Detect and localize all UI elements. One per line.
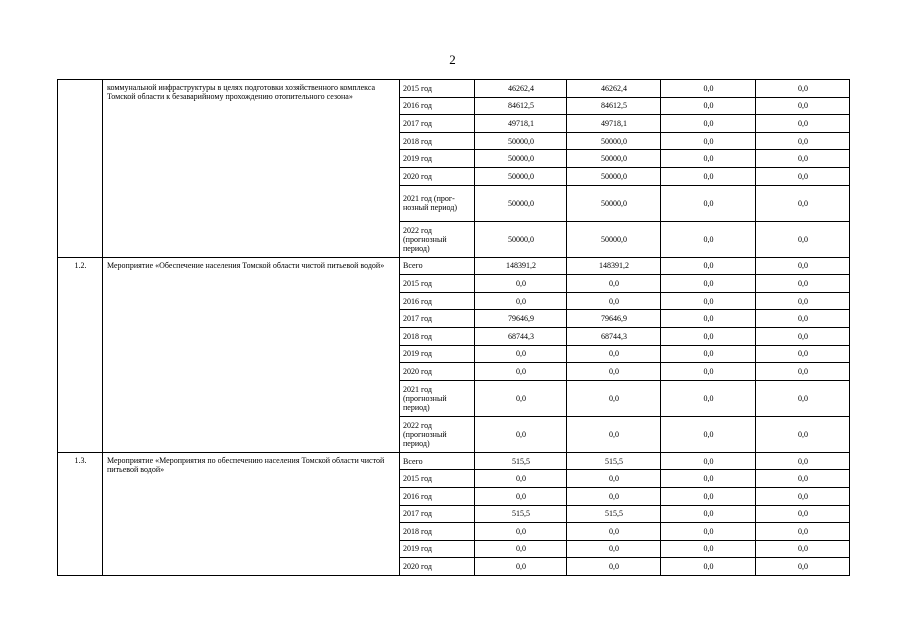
value-cell-1: 0,0 <box>475 470 567 488</box>
value-cell-3: 0,0 <box>661 310 756 328</box>
value-cell-2: 50000,0 <box>567 167 661 185</box>
value-cell-3: 0,0 <box>661 80 756 98</box>
value-cell-4: 0,0 <box>756 452 850 470</box>
value-cell-3: 0,0 <box>661 540 756 558</box>
value-cell-4: 0,0 <box>756 470 850 488</box>
value-cell-1: 49718,1 <box>475 115 567 133</box>
period-cell: 2019 год <box>400 150 475 168</box>
budget-table <box>57 79 850 576</box>
period-cell: Всего <box>400 452 475 470</box>
value-cell-1: 0,0 <box>475 275 567 293</box>
value-cell-2: 0,0 <box>567 345 661 363</box>
value-cell-4: 0,0 <box>756 97 850 115</box>
value-cell-4: 0,0 <box>756 257 850 275</box>
item-name-cell: Мероприятие «Мероприятия по обеспечению населения Томской области чистой питьевой водой» <box>103 452 400 575</box>
period-cell: Всего <box>400 257 475 275</box>
value-cell-2: 84612,5 <box>567 97 661 115</box>
value-cell-4: 0,0 <box>756 487 850 505</box>
value-cell-3: 0,0 <box>661 345 756 363</box>
value-cell-1: 515,5 <box>475 505 567 523</box>
value-cell-3: 0,0 <box>661 558 756 576</box>
period-cell: 2016 год <box>400 487 475 505</box>
value-cell-1: 0,0 <box>475 292 567 310</box>
period-cell: 2015 год <box>400 80 475 98</box>
period-cell: 2020 год <box>400 558 475 576</box>
period-cell: 2022 год (прогнозный период) <box>400 221 475 257</box>
period-cell: 2015 год <box>400 470 475 488</box>
value-cell-2: 49718,1 <box>567 115 661 133</box>
value-cell-2: 79646,9 <box>567 310 661 328</box>
value-cell-1: 84612,5 <box>475 97 567 115</box>
value-cell-3: 0,0 <box>661 150 756 168</box>
period-cell: 2022 год (прогнозный период) <box>400 416 475 452</box>
value-cell-1: 0,0 <box>475 363 567 381</box>
item-code-cell <box>58 80 103 258</box>
value-cell-3: 0,0 <box>661 275 756 293</box>
value-cell-1: 148391,2 <box>475 257 567 275</box>
period-cell: 2018 год <box>400 132 475 150</box>
value-cell-3: 0,0 <box>661 257 756 275</box>
value-cell-4: 0,0 <box>756 540 850 558</box>
value-cell-1: 0,0 <box>475 558 567 576</box>
period-cell: 2021 год (прог- нозный период) <box>400 185 475 221</box>
value-cell-3: 0,0 <box>661 167 756 185</box>
value-cell-1: 0,0 <box>475 345 567 363</box>
value-cell-4: 0,0 <box>756 505 850 523</box>
value-cell-3: 0,0 <box>661 523 756 541</box>
value-cell-3: 0,0 <box>661 185 756 221</box>
value-cell-2: 515,5 <box>567 505 661 523</box>
table-row <box>58 452 850 470</box>
value-cell-1: 0,0 <box>475 540 567 558</box>
value-cell-2: 0,0 <box>567 275 661 293</box>
table-row <box>58 80 850 98</box>
item-code-cell: 1.3. <box>58 452 103 575</box>
value-cell-2: 68744,3 <box>567 327 661 345</box>
value-cell-1: 0,0 <box>475 523 567 541</box>
period-cell: 2018 год <box>400 523 475 541</box>
value-cell-3: 0,0 <box>661 363 756 381</box>
page-number: 2 <box>449 52 456 67</box>
value-cell-3: 0,0 <box>661 416 756 452</box>
value-cell-1: 515,5 <box>475 452 567 470</box>
period-cell: 2016 год <box>400 292 475 310</box>
value-cell-4: 0,0 <box>756 363 850 381</box>
value-cell-1: 50000,0 <box>475 150 567 168</box>
value-cell-1: 0,0 <box>475 416 567 452</box>
period-cell: 2018 год <box>400 327 475 345</box>
value-cell-4: 0,0 <box>756 150 850 168</box>
value-cell-4: 0,0 <box>756 221 850 257</box>
value-cell-2: 515,5 <box>567 452 661 470</box>
value-cell-4: 0,0 <box>756 523 850 541</box>
value-cell-4: 0,0 <box>756 310 850 328</box>
period-cell: 2017 год <box>400 310 475 328</box>
value-cell-3: 0,0 <box>661 470 756 488</box>
table-row <box>58 257 850 275</box>
value-cell-2: 50000,0 <box>567 132 661 150</box>
period-cell: 2017 год <box>400 505 475 523</box>
value-cell-1: 50000,0 <box>475 132 567 150</box>
value-cell-3: 0,0 <box>661 380 756 416</box>
period-cell: 2020 год <box>400 363 475 381</box>
value-cell-2: 0,0 <box>567 380 661 416</box>
value-cell-1: 0,0 <box>475 487 567 505</box>
value-cell-2: 50000,0 <box>567 150 661 168</box>
period-cell: 2017 год <box>400 115 475 133</box>
value-cell-2: 148391,2 <box>567 257 661 275</box>
value-cell-1: 68744,3 <box>475 327 567 345</box>
item-code-cell: 1.2. <box>58 257 103 452</box>
value-cell-3: 0,0 <box>661 97 756 115</box>
value-cell-3: 0,0 <box>661 327 756 345</box>
value-cell-2: 0,0 <box>567 416 661 452</box>
value-cell-2: 0,0 <box>567 487 661 505</box>
value-cell-1: 50000,0 <box>475 221 567 257</box>
value-cell-2: 0,0 <box>567 523 661 541</box>
value-cell-3: 0,0 <box>661 487 756 505</box>
value-cell-4: 0,0 <box>756 132 850 150</box>
period-cell: 2021 год (прогнозный период) <box>400 380 475 416</box>
period-cell: 2020 год <box>400 167 475 185</box>
value-cell-4: 0,0 <box>756 80 850 98</box>
value-cell-2: 0,0 <box>567 540 661 558</box>
value-cell-4: 0,0 <box>756 115 850 133</box>
value-cell-4: 0,0 <box>756 292 850 310</box>
value-cell-3: 0,0 <box>661 115 756 133</box>
period-cell: 2016 год <box>400 97 475 115</box>
value-cell-3: 0,0 <box>661 505 756 523</box>
item-name-cell: Мероприятие «Обеспечение населения Томской области чистой питьевой водой» <box>103 257 400 452</box>
value-cell-4: 0,0 <box>756 185 850 221</box>
value-cell-4: 0,0 <box>756 345 850 363</box>
period-cell: 2019 год <box>400 540 475 558</box>
value-cell-2: 0,0 <box>567 470 661 488</box>
value-cell-4: 0,0 <box>756 380 850 416</box>
value-cell-3: 0,0 <box>661 452 756 470</box>
period-cell: 2019 год <box>400 345 475 363</box>
value-cell-3: 0,0 <box>661 292 756 310</box>
value-cell-3: 0,0 <box>661 132 756 150</box>
value-cell-1: 50000,0 <box>475 185 567 221</box>
value-cell-2: 0,0 <box>567 363 661 381</box>
value-cell-2: 0,0 <box>567 558 661 576</box>
value-cell-2: 50000,0 <box>567 221 661 257</box>
value-cell-2: 0,0 <box>567 292 661 310</box>
value-cell-1: 0,0 <box>475 380 567 416</box>
value-cell-1: 46262,4 <box>475 80 567 98</box>
value-cell-2: 50000,0 <box>567 185 661 221</box>
value-cell-3: 0,0 <box>661 221 756 257</box>
value-cell-4: 0,0 <box>756 167 850 185</box>
item-name-cell: коммунальной инфраструктуры в целях подготовки хозяйственного комплекса Томской области к безаварийному прохождению отопительного сезона» <box>103 80 400 258</box>
value-cell-4: 0,0 <box>756 558 850 576</box>
value-cell-4: 0,0 <box>756 416 850 452</box>
value-cell-1: 50000,0 <box>475 167 567 185</box>
value-cell-4: 0,0 <box>756 327 850 345</box>
value-cell-2: 46262,4 <box>567 80 661 98</box>
period-cell: 2015 год <box>400 275 475 293</box>
value-cell-1: 79646,9 <box>475 310 567 328</box>
value-cell-4: 0,0 <box>756 275 850 293</box>
